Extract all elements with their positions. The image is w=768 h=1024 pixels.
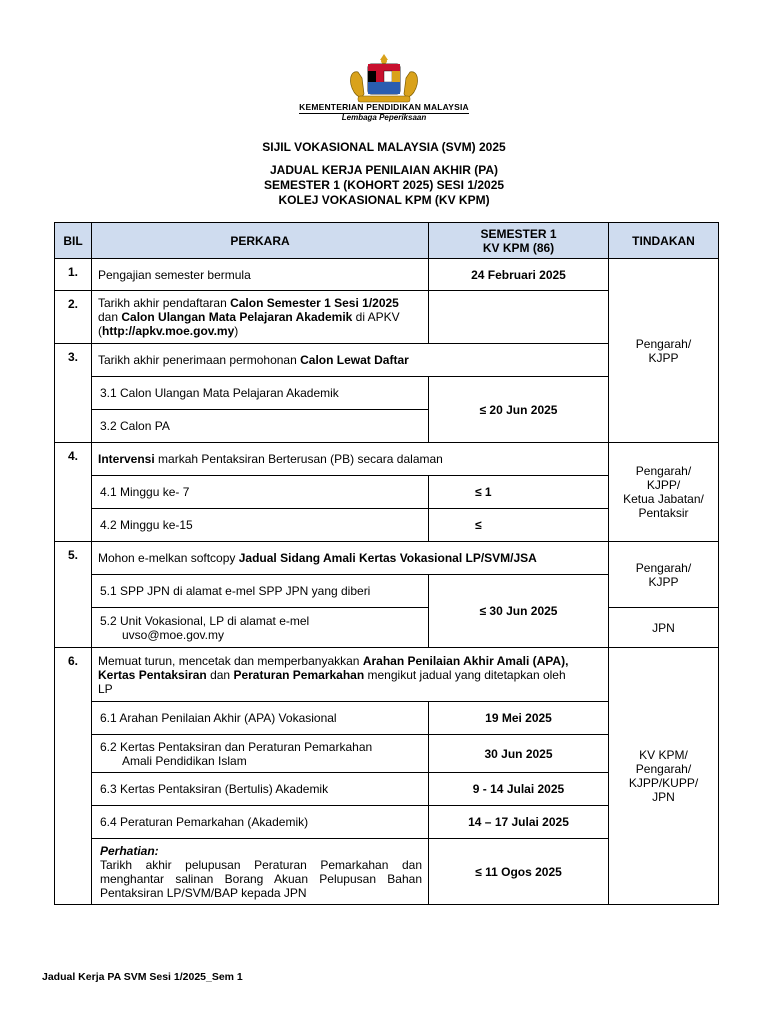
row-action: JPN [609, 608, 719, 648]
table-row [55, 648, 719, 702]
row-text: Mohon e-melkan softcopy Jadual Sidang Amali Kertas Vokasional LP/SVM/JSA [92, 542, 609, 575]
row-action: Pengarah/ KJPP [609, 542, 719, 608]
row-text: Pengajian semester bermula [92, 259, 429, 291]
col-perkara: PERKARA [92, 223, 429, 259]
title-jadual: JADUAL KERJA PENILAIAN AKHIR (PA) [269, 163, 498, 177]
page-footer: Jadual Kerja PA SVM Sesi 1/2025_Sem 1 [42, 971, 243, 983]
document-titles [0, 140, 768, 208]
col-semester: SEMESTER 1 KV KPM (86) [429, 223, 609, 259]
row-date: 30 Jun 2025 [429, 735, 609, 773]
row-date: 24 Februari 2025 [429, 259, 609, 291]
ministry-name: KEMENTERIAN PENDIDIKAN MALAYSIA [299, 102, 469, 112]
row-subitem: 3.1 Calon Ulangan Mata Pelajaran Akademik [92, 377, 429, 410]
row-note: Perhatian: Tarikh akhir pelupusan Peraturan Pemarkahan dan menghantar salinan Borang Akuan Pelupusan Bahan Pentaksiran LP/SVM/BAP kepada JPN [92, 839, 429, 905]
row-number: 6. [55, 648, 92, 905]
schedule-table [54, 222, 719, 905]
row-text: Intervensi markah Pentaksiran Berterusan (PB) secara dalaman [92, 443, 609, 476]
table-row [55, 608, 719, 648]
row-number: 4. [55, 443, 92, 542]
row-date: 14 – 17 Julai 2025 [429, 806, 609, 839]
row-text: Memuat turun, mencetak dan memperbanyakkan Arahan Penilaian Akhir Amali (APA), Kertas Pentaksiran dan Peraturan Pemarkahan mengikut jadual yang ditetapkan oleh LP [92, 648, 609, 702]
row-subitem: 3.2 Calon PA [92, 410, 429, 443]
row-action: KV KPM/ Pengarah/ KJPP/KUPP/ JPN [609, 648, 719, 905]
row-number: 5. [55, 542, 92, 648]
table-header-row [55, 223, 719, 259]
table-row [55, 443, 719, 476]
row-text: Tarikh akhir penerimaan permohonan Calon Lewat Daftar [92, 344, 609, 377]
row-subitem: 4.2 Minggu ke-15 [92, 509, 429, 542]
row-date: ≤ 11 Ogos 2025 [429, 839, 609, 905]
row-text: Tarikh akhir pendaftaran Calon Semester 1 Sesi 1/2025 dan Calon Ulangan Mata Pelajaran Akademik di APKV (http://apkv.moe.gov.my) [92, 291, 429, 344]
row-subitem: 5.2 Unit Vokasional, LP di alamat e-mel uvso@moe.gov.my [92, 608, 429, 648]
coat-of-arms-icon [344, 52, 424, 104]
row-subitem: 6.1 Arahan Penilaian Akhir (APA) Vokasional [92, 702, 429, 735]
row-subitem: 5.1 SPP JPN di alamat e-mel SPP JPN yang diberi [92, 575, 429, 608]
col-tindakan: TINDAKAN [609, 223, 719, 259]
row-number: 2. [55, 291, 92, 344]
row-subitem: 6.3 Kertas Pentaksiran (Bertulis) Akademik [92, 773, 429, 806]
row-number: 1. [55, 259, 92, 291]
row-date: ≤ [429, 509, 609, 542]
title-kolej: KOLEJ VOKASIONAL KPM (KV KPM) [278, 193, 490, 207]
row-date-empty [429, 291, 609, 344]
row-action: Pengarah/ KJPP/ Ketua Jabatan/ Pentaksir [609, 443, 719, 542]
row-number: 3. [55, 344, 92, 443]
row-date: ≤ 20 Jun 2025 [429, 377, 609, 443]
row-date: ≤ 1 [429, 476, 609, 509]
row-subitem: 6.2 Kertas Pentaksiran dan Peraturan Pemarkahan Amali Pendidikan Islam [92, 735, 429, 773]
title-svm: SIJIL VOKASIONAL MALAYSIA (SVM) 2025 [262, 140, 506, 154]
row-date: ≤ 30 Jun 2025 [429, 575, 609, 648]
table-row [55, 259, 719, 291]
row-date: 9 - 14 Julai 2025 [429, 773, 609, 806]
title-semester: SEMESTER 1 (KOHORT 2025) SESI 1/2025 [263, 178, 505, 192]
col-bil: BIL [55, 223, 92, 259]
row-date: 19 Mei 2025 [429, 702, 609, 735]
board-name: Lembaga Peperiksaan [341, 113, 427, 122]
row-subitem: 6.4 Peraturan Pemarkahan (Akademik) [92, 806, 429, 839]
row-action: Pengarah/ KJPP [609, 259, 719, 443]
table-row [55, 542, 719, 575]
row-subitem: 4.1 Minggu ke- 7 [92, 476, 429, 509]
